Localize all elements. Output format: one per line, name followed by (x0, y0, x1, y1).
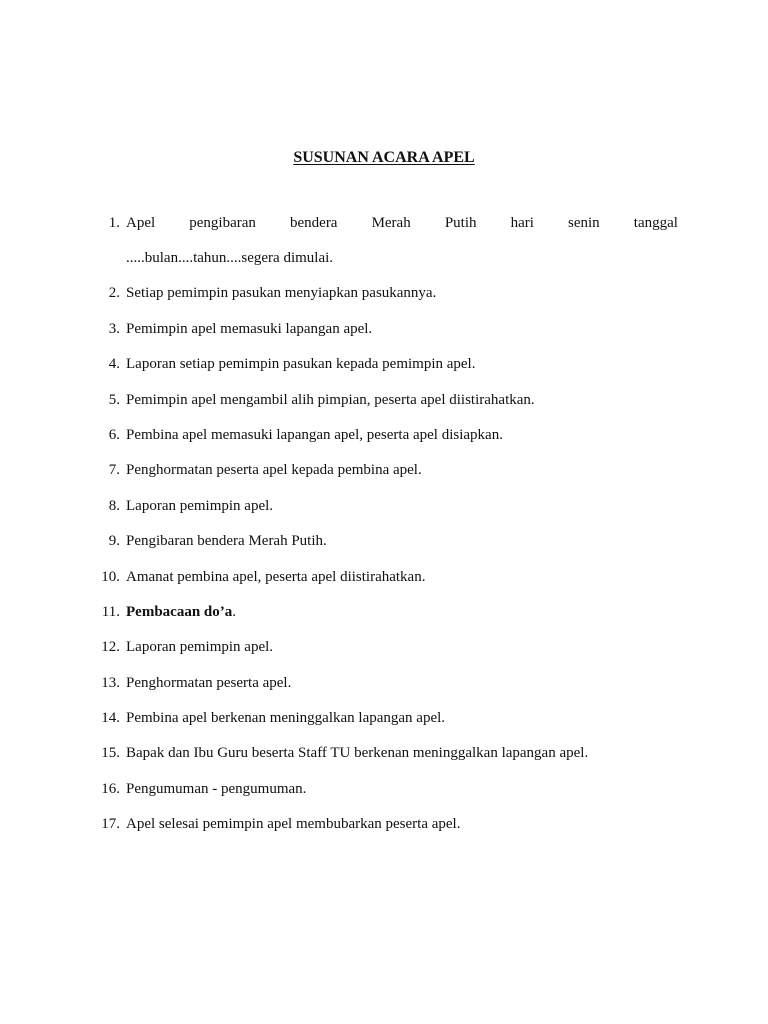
agenda-item-text: Pemimpin apel mengambil alih pimpian, peserta apel diistirahatkan. (126, 391, 535, 408)
agenda-item-text: Laporan setiap pemimpin pasukan kepada pemimpin apel. (126, 356, 476, 373)
agenda-item-text: Bapak dan Ibu Guru beserta Staff TU berkenan meninggalkan lapangan apel. (126, 745, 589, 762)
agenda-item-10 (96, 567, 678, 587)
agenda-item-number: 13. (101, 674, 120, 691)
agenda-item-14 (96, 708, 678, 728)
justified-word: Merah (371, 215, 411, 231)
document-title (0, 148, 768, 168)
agenda-list (96, 213, 678, 850)
agenda-item-number: 12. (101, 639, 120, 656)
agenda-item-text (126, 213, 678, 268)
agenda-item-number: 7. (108, 462, 120, 479)
agenda-item-text: Setiap pemimpin pasukan menyiapkan pasukannya. (126, 285, 437, 302)
agenda-item-text: Pemimpin apel memasuki lapangan apel. (126, 320, 373, 337)
agenda-item-text: Penghormatan peserta apel. (126, 674, 292, 691)
agenda-item-11 (96, 602, 678, 622)
justified-word: senin (568, 215, 600, 231)
agenda-item-number: 1. (108, 215, 120, 231)
justified-word: pengibaran (189, 215, 256, 231)
agenda-item-number: 6. (108, 426, 120, 443)
agenda-item-12 (96, 637, 678, 657)
agenda-item-number: 3. (108, 320, 120, 337)
agenda-item-6 (96, 425, 678, 445)
agenda-item-number: 4. (108, 356, 120, 373)
agenda-item-16 (96, 779, 678, 799)
justified-word: Apel (126, 215, 156, 231)
agenda-item-text (126, 602, 678, 622)
agenda-item-continuation: .....bulan....tahun....segera dimulai. (126, 250, 334, 266)
agenda-item-number: 9. (108, 533, 120, 550)
agenda-item-15 (96, 743, 678, 763)
agenda-item-text: Pengumuman - pengumuman. (126, 780, 307, 797)
agenda-item-4 (96, 354, 678, 374)
agenda-item-number: 11. (101, 603, 120, 620)
agenda-item-17 (96, 814, 678, 834)
agenda-item-text: Laporan pemimpin apel. (126, 497, 274, 514)
agenda-item-2 (96, 283, 678, 303)
agenda-item-bold-text: Pembacaan do’a (126, 603, 233, 620)
agenda-item-text: Pengibaran bendera Merah Putih. (126, 533, 327, 550)
agenda-item-number: 16. (101, 780, 120, 797)
agenda-item-number: 10. (101, 568, 120, 585)
justified-word: bendera (290, 215, 338, 231)
agenda-item-5 (96, 390, 678, 410)
agenda-item-number: 2. (108, 285, 120, 302)
justified-word: tanggal (633, 215, 678, 231)
agenda-item-number: 15. (101, 745, 120, 762)
agenda-item-3 (96, 319, 678, 339)
agenda-item-justified-line (126, 213, 678, 233)
agenda-item-text: Amanat pembina apel, peserta apel diistirahatkan. (126, 568, 426, 585)
agenda-item-number: 17. (101, 816, 120, 833)
justified-word: Putih (444, 215, 477, 231)
agenda-item-text: Penghormatan peserta apel kepada pembina apel. (126, 462, 422, 479)
agenda-item-9 (96, 531, 678, 551)
agenda-item-text: Pembina apel berkenan meninggalkan lapangan apel. (126, 710, 446, 727)
agenda-item-13 (96, 673, 678, 693)
document-title-text: SUSUNAN ACARA APEL (293, 149, 475, 166)
justified-word: hari (510, 215, 534, 231)
agenda-item-text: Apel selesai pemimpin apel membubarkan peserta apel. (126, 816, 461, 833)
agenda-item-number: 14. (101, 710, 120, 727)
agenda-item-number: 5. (108, 391, 120, 408)
agenda-item-text: Laporan pemimpin apel. (126, 639, 274, 656)
agenda-item-7 (96, 460, 678, 480)
agenda-item-number: 8. (108, 497, 120, 514)
agenda-item-8 (96, 496, 678, 516)
agenda-item-text: Pembina apel memasuki lapangan apel, peserta apel disiapkan. (126, 426, 503, 443)
agenda-item-1 (96, 213, 678, 268)
agenda-item-suffix: . (232, 603, 236, 620)
